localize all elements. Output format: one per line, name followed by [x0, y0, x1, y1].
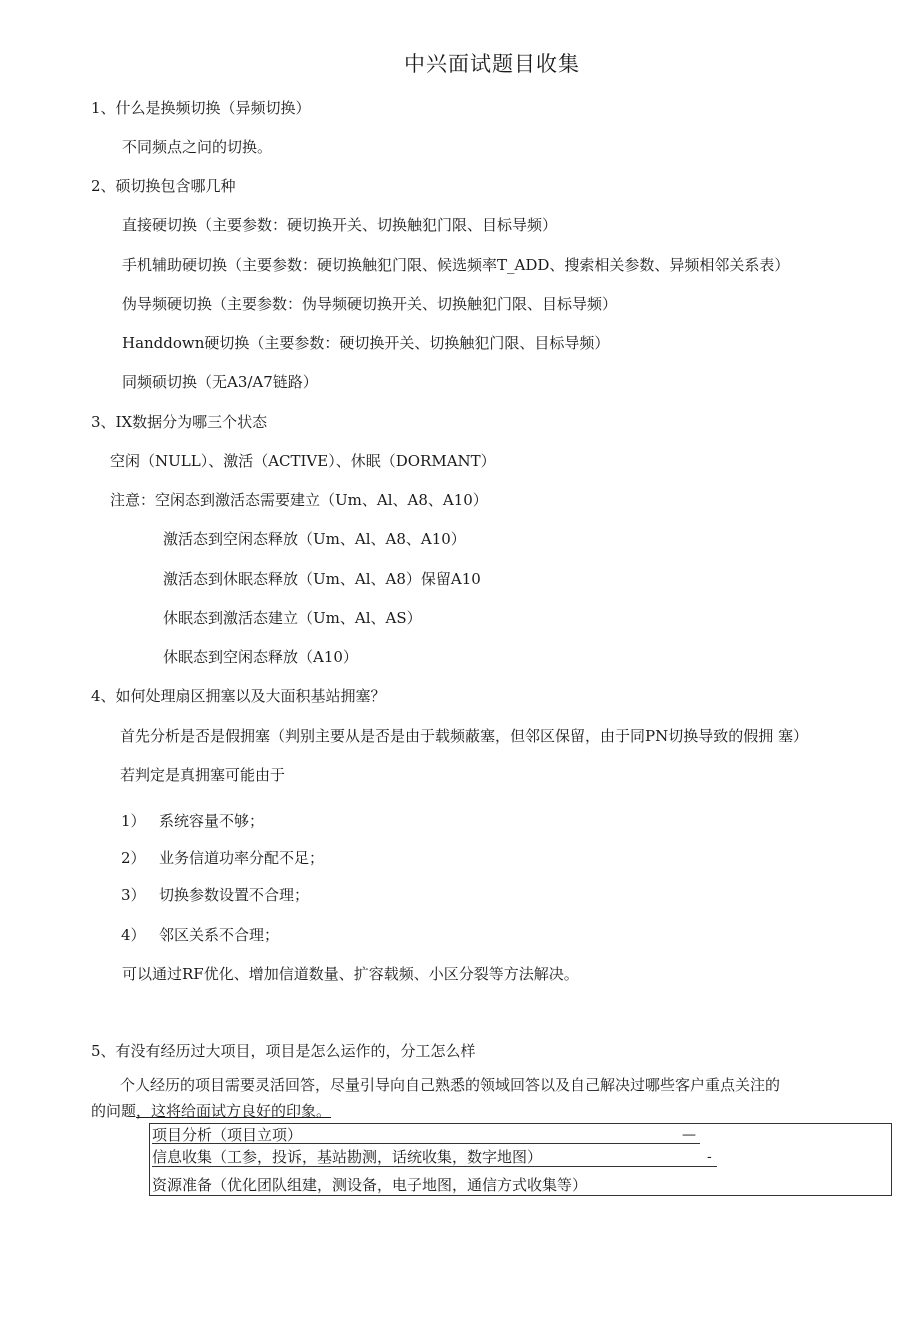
row-mark: -: [707, 1149, 712, 1165]
question-1-answer: 不同频点之问的切换。: [122, 138, 273, 156]
list-number: 3）: [121, 886, 146, 904]
analysis-paragraph: 首先分析是否是假拥塞（判别主要从是否是由于载频蔽塞，但邻区保留，由于同PN切换导致的假拥 塞）: [120, 727, 808, 745]
list-text: 切换参数设置不合理；: [159, 886, 310, 904]
list-text: 系统容量不够；: [159, 812, 265, 830]
answer-line-2b: ，这将给面试方良好的印象。: [136, 1102, 332, 1120]
question-2-heading: 2、硕切换包含哪几种: [91, 177, 236, 195]
note-item: 空闲态到激活态需要建立（Um、Al、A8、A10）: [155, 491, 488, 509]
note-item: 休眠态到激活态建立（Um、Al、AS）: [163, 609, 422, 627]
list-item: [121, 885, 309, 905]
list-item: 伪导频硬切换（主要参数：伪导频硬切换开关、切换触犯门限、目标导频）: [122, 295, 618, 313]
row-underline: [152, 1143, 700, 1144]
solution-line: 可以通过RF优化、增加信道数量、扩容载频、小区分裂等方法解决。: [122, 965, 579, 983]
list-item: Handdown硬切换（主要参数：硬切换开关、切换触犯门限、目标导频）: [122, 334, 610, 352]
list-item: 手机辅助硬切换（主要参数：硬切换触犯门限、候选频率T_ADD、搜索相关参数、异频相邻关系表）: [122, 256, 790, 274]
list-item: 直接硬切换（主要参数：硬切换开关、切换触犯门限、目标导频）: [122, 216, 558, 234]
list-number: 2）: [121, 849, 146, 867]
list-item: [121, 811, 264, 831]
table-row: 资源准备（优化团队组建，测设备，电子地图，通信方式收集等）: [152, 1176, 588, 1194]
list-text: 邻区关系不合理；: [159, 926, 280, 944]
question-1-heading: 1、什么是换频切换（异频切换）: [91, 99, 311, 117]
list-number: 1）: [121, 812, 146, 830]
question-5-heading: 5、有没有经历过大项目，项目是怎么运作的，分工怎么样: [91, 1042, 476, 1060]
row-underline: [152, 1166, 717, 1167]
answer-line-1: 个人经历的项目需要灵活回答，尽量引导向自己熟悉的领域回答以及自己解决过哪些客户重点关注的: [120, 1076, 781, 1094]
list-item: [121, 925, 279, 945]
cause-intro: 若判定是真拥塞可能由于: [120, 766, 286, 784]
answer-line-2a: 的问题: [91, 1102, 137, 1120]
table-row: 信息收集（工参，投诉，基站勘测，话统收集，数字地图）: [152, 1148, 543, 1166]
page-title: 中兴面试题目收集: [404, 52, 580, 76]
question-3-heading: 3、IX数据分为哪三个状态: [91, 413, 268, 431]
row-mark: —: [682, 1127, 696, 1143]
list-item: 同频硕切换（无A3/A7链路）: [122, 373, 318, 391]
project-stage-table: [149, 1123, 892, 1196]
list-number: 4）: [121, 926, 146, 944]
list-text: 业务信道功率分配不足；: [159, 849, 325, 867]
note-item: 休眠态到空闲态释放（A10）: [163, 648, 358, 666]
table-row: 项目分析（项目立项）: [152, 1126, 303, 1144]
note-item: 激活态到空闲态释放（Um、Al、A8、A10）: [163, 530, 466, 548]
note-label: 注意：: [110, 491, 156, 509]
states-line: 空闲（NULL）、激活（ACTIVE）、休眠（DORMANT）: [110, 452, 496, 470]
note-item: 激活态到休眠态释放（Um、Al、A8）保留A10: [163, 570, 481, 588]
note-line: [110, 490, 488, 510]
question-4-heading: 4、如何处理扇区拥塞以及大面积基站拥塞？: [91, 687, 386, 705]
answer-line-2: [91, 1101, 331, 1121]
list-item: [121, 848, 324, 868]
